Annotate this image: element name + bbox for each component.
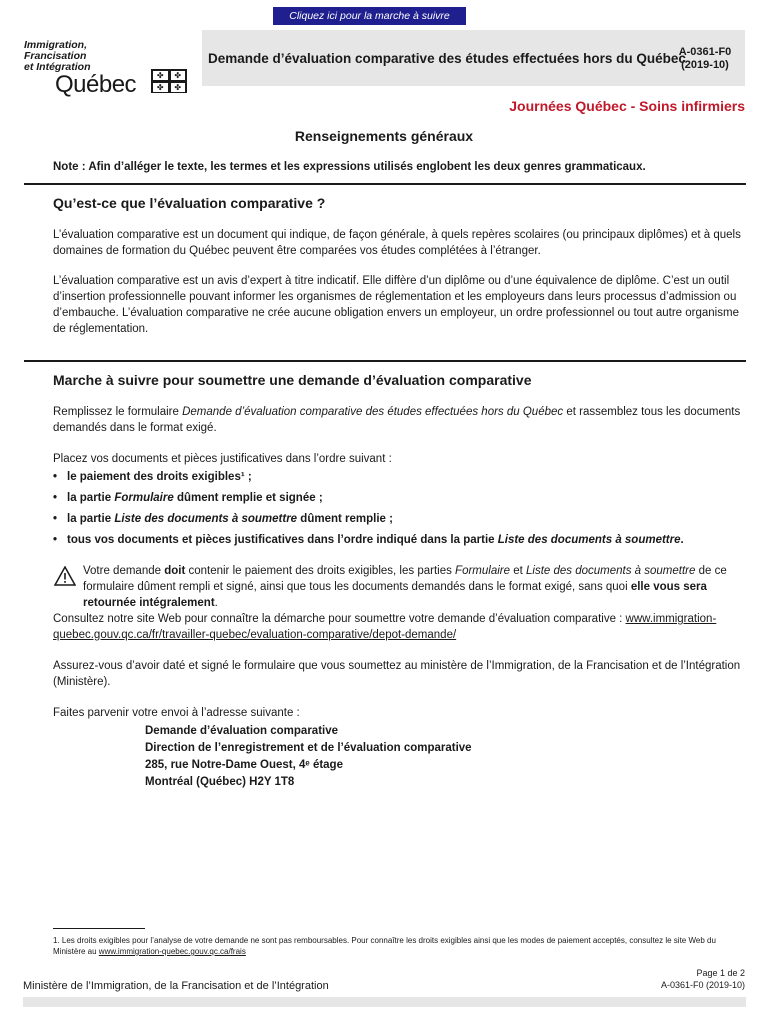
order-intro: Placez vos documents et pièces justificatives dans l’ordre suivant : [53,453,392,465]
warning-text: Votre demande doit contenir le paiement des droits exigibles, les parties Formulaire et Liste des documents à soumettre de ce formulaire dûment rempli et signé, ainsi que tous les documents demandés dans le format exigé, sans quoi elle vous sera retournée intégralement. [83,565,727,609]
fleur-de-lis-flag-icon: ✤ ✤ ✤ ✤ [151,69,187,93]
footnote: 1. Les droits exigibles pour l’analyse de votre demande ne sont pas remboursables. Pour connaître les droits exigibles ainsi que les modes de paiement acceptés, consultez le site Web du Ministère au www.immigration-quebec.gouv.qc.ca/frais [53,936,716,956]
what-is-paragraph-1: L’évaluation comparative est un document qui indique, de façon générale, à quels repères scolaires (ou principaux diplômes) et à quels domaines de formation du Québec peuvent être comparées vos études complétées à l’étranger. [53,229,741,257]
list-item: • la partie Liste des documents à soumettre dûment remplie ; [53,513,393,525]
form-version: (2019-10) [681,59,729,71]
warning-icon [54,566,76,586]
list-item: • tous vos documents et pièces justificatives dans l’ordre indiqué dans la partie Liste des documents à soumettre. [53,534,684,546]
guide-link-button[interactable]: Cliquez ici pour la marche à suivre [273,7,466,25]
list-item: • la partie Formulaire dûment remplie et signée ; [53,492,323,504]
website-paragraph: Consultez notre site Web pour connaître la démarche pour soumettre votre demande d’évaluation comparative : www.immigration-quebec.gouv.qc.ca/fr/travailler-quebec/evaluation-comparative/depot-demande/ [53,613,717,641]
what-is-paragraph-2: L’évaluation comparative est un avis d’expert à titre indicatif. Elle diffère d’un diplôme ou d’une équivalence de diplôme. C’est un outil d’insertion professionnelle pouvant informer les organismes de réglementation et les employeurs dans leurs processus d’admission ou d’embauche. L’évaluation comparative ne crée aucune obligation envers un employeur, un ordre professionnel ou tout autre organisme de réglementation. [53,275,739,335]
mailing-address [145,723,472,791]
list-item: • le paiement des droits exigibles¹ ; [53,471,252,483]
form-code [670,46,740,72]
procedure-heading: Marche à suivre pour soumettre une demande d’évaluation comparative [53,372,532,388]
ministry-line-1: Immigration, [24,39,88,51]
signature-reminder: Assurez-vous d’avoir daté et signé le formulaire que vous soumettez au ministère de l’Immigration, de la Francisation et de l’Intégration (Ministère). [53,660,741,688]
footer-band [23,997,746,1007]
address-line: Demande d’évaluation comparative [145,725,339,737]
address-line: 285, rue Notre-Dame Ouest, 4ᵉ étage [145,759,343,771]
divider [24,360,746,362]
ministry-name [24,40,91,73]
page-number: Page 1 de 2 [696,968,745,978]
fees-link[interactable]: www.immigration-quebec.gouv.qc.ca/frais [98,947,246,956]
form-title: Demande d’évaluation comparative des études effectuées hors du Québec [208,51,686,66]
ministry-line-2: Francisation [24,50,87,62]
what-is-heading: Qu’est-ce que l’évaluation comparative ? [53,195,326,211]
ministry-line-3: et Intégration [24,61,91,73]
program-title: Journées Québec - Soins infirmiers [509,98,745,114]
section-title: Renseignements généraux [294,128,474,144]
send-intro: Faites parvenir votre envoi à l’adresse suivante : [53,707,300,719]
divider [24,183,746,185]
footnote-divider [53,928,145,929]
quebec-logo-wordmark: Québec [55,71,137,98]
address-line: Montréal (Québec) H2Y 1T8 [145,776,295,788]
gender-note: Note : Afin d’alléger le texte, les termes et les expressions utilisés englobent les deux genres grammaticaux. [53,161,646,173]
procedure-paragraph-1: Remplissez le formulaire Demande d’évaluation comparative des études effectuées hors du Québec et rassemblez tous les documents demandés dans le format exigé. [53,406,741,434]
depot-demande-link[interactable]: www.immigration-quebec.gouv.qc.ca/fr/travailler-quebec/evaluation-comparative/depot-demande/ [53,613,717,641]
form-number: A-0361-F0 [678,46,732,58]
address-line: Direction de l’enregistrement et de l’évaluation comparative [145,742,472,754]
footer-ministry: Ministère de l’Immigration, de la Francisation et de l’Intégration [23,980,329,992]
page-info [661,967,745,991]
footer-form-code: A-0361-F0 (2019-10) [660,980,745,990]
